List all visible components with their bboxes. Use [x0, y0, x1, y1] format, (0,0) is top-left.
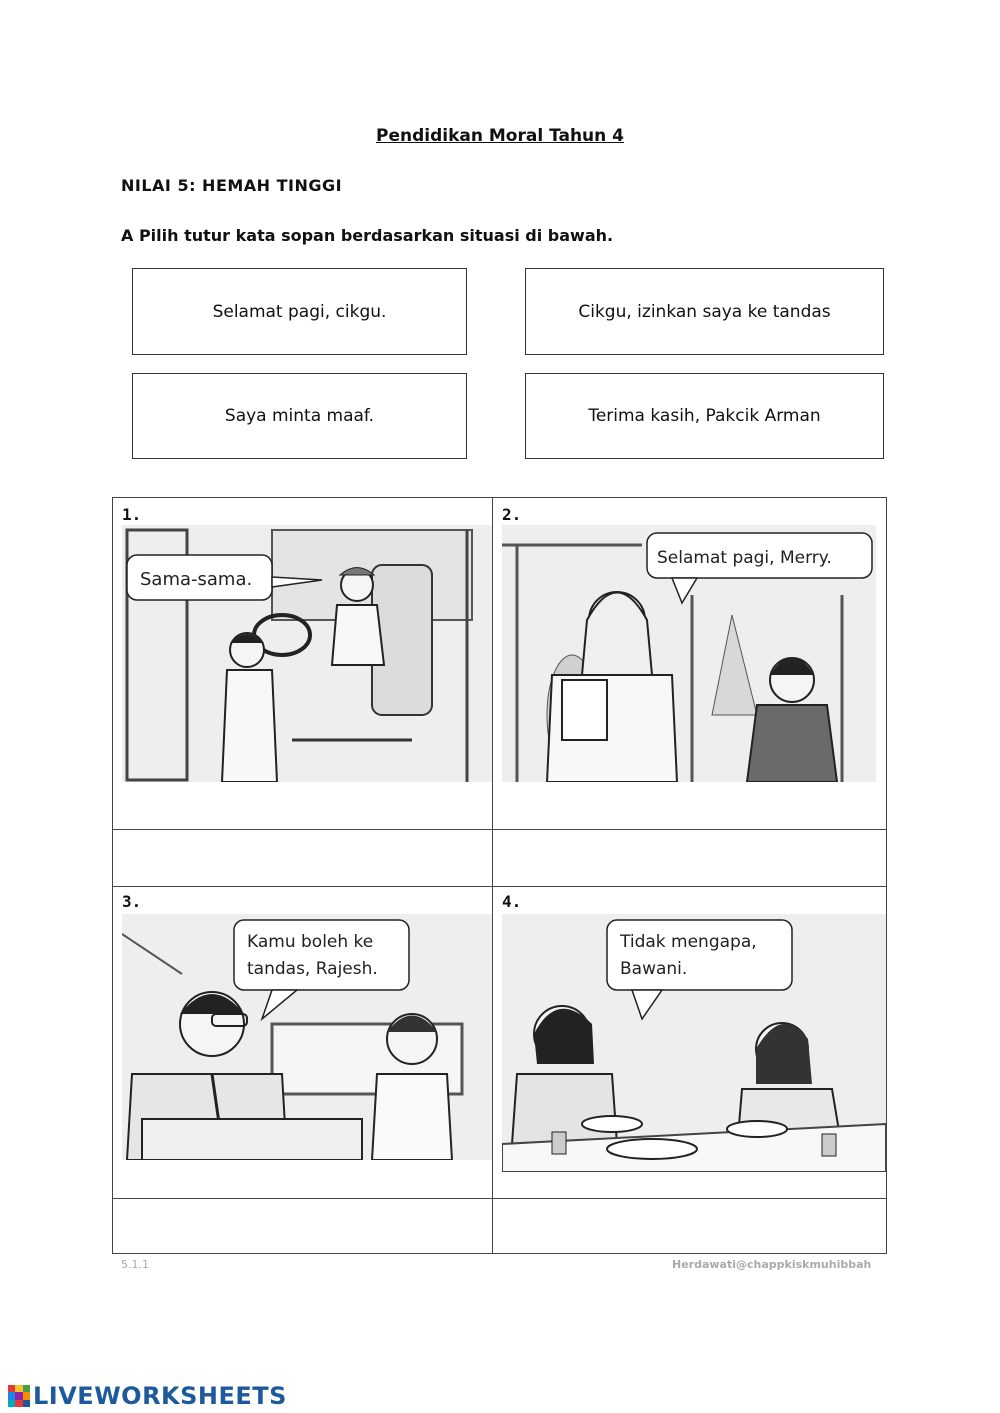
- instruction-text: A Pilih tutur kata sopan berdasarkan situasi di bawah.: [121, 226, 614, 245]
- situation-grid: [112, 497, 887, 1254]
- panel-1-illustration: [122, 525, 492, 782]
- footer-credit: Herdawati@chappkiskmuhibbah: [672, 1258, 872, 1271]
- grid-divider: [113, 886, 886, 887]
- option-minta-maaf[interactable]: Saya minta maaf.: [132, 373, 467, 459]
- answer-box-1[interactable]: [113, 830, 492, 886]
- panel-2-illustration: [502, 525, 876, 782]
- panel-3-illustration: [122, 914, 492, 1160]
- panel-number: 3.: [122, 892, 142, 911]
- speech-bubble-text: Bawani.: [620, 959, 688, 979]
- option-izinkan-tandas[interactable]: Cikgu, izinkan saya ke tandas: [525, 268, 884, 355]
- option-selamat-pagi[interactable]: Selamat pagi, cikgu.: [132, 268, 467, 355]
- panel-number: 4.: [502, 892, 522, 911]
- speech-bubble-text: Selamat pagi, Merry.: [657, 548, 832, 568]
- liveworksheets-logo[interactable]: [8, 1382, 287, 1410]
- liveworksheets-wordmark: LIVEWORKSHEETS: [33, 1382, 287, 1410]
- answer-box-4[interactable]: [493, 1199, 888, 1254]
- speech-bubble-text: Tidak mengapa,: [620, 932, 757, 952]
- answer-box-3[interactable]: [113, 1199, 492, 1254]
- nilai-heading: NILAI 5: HEMAH TINGGI: [121, 176, 343, 195]
- answer-box-2[interactable]: [493, 830, 888, 886]
- worksheet-title: Pendidikan Moral Tahun 4: [375, 126, 624, 146]
- footer-code: 5.1.1: [121, 1258, 149, 1271]
- panel-number: 1.: [122, 505, 142, 524]
- liveworksheets-grid-icon: [8, 1385, 30, 1407]
- panel-number: 2.: [502, 505, 522, 524]
- panel-4-illustration: [502, 914, 886, 1172]
- option-terima-kasih[interactable]: Terima kasih, Pakcik Arman: [525, 373, 884, 459]
- speech-bubble-text: tandas, Rajesh.: [247, 959, 378, 979]
- speech-bubble-text: Sama-sama.: [140, 569, 253, 590]
- speech-bubble-text: Kamu boleh ke: [247, 932, 374, 952]
